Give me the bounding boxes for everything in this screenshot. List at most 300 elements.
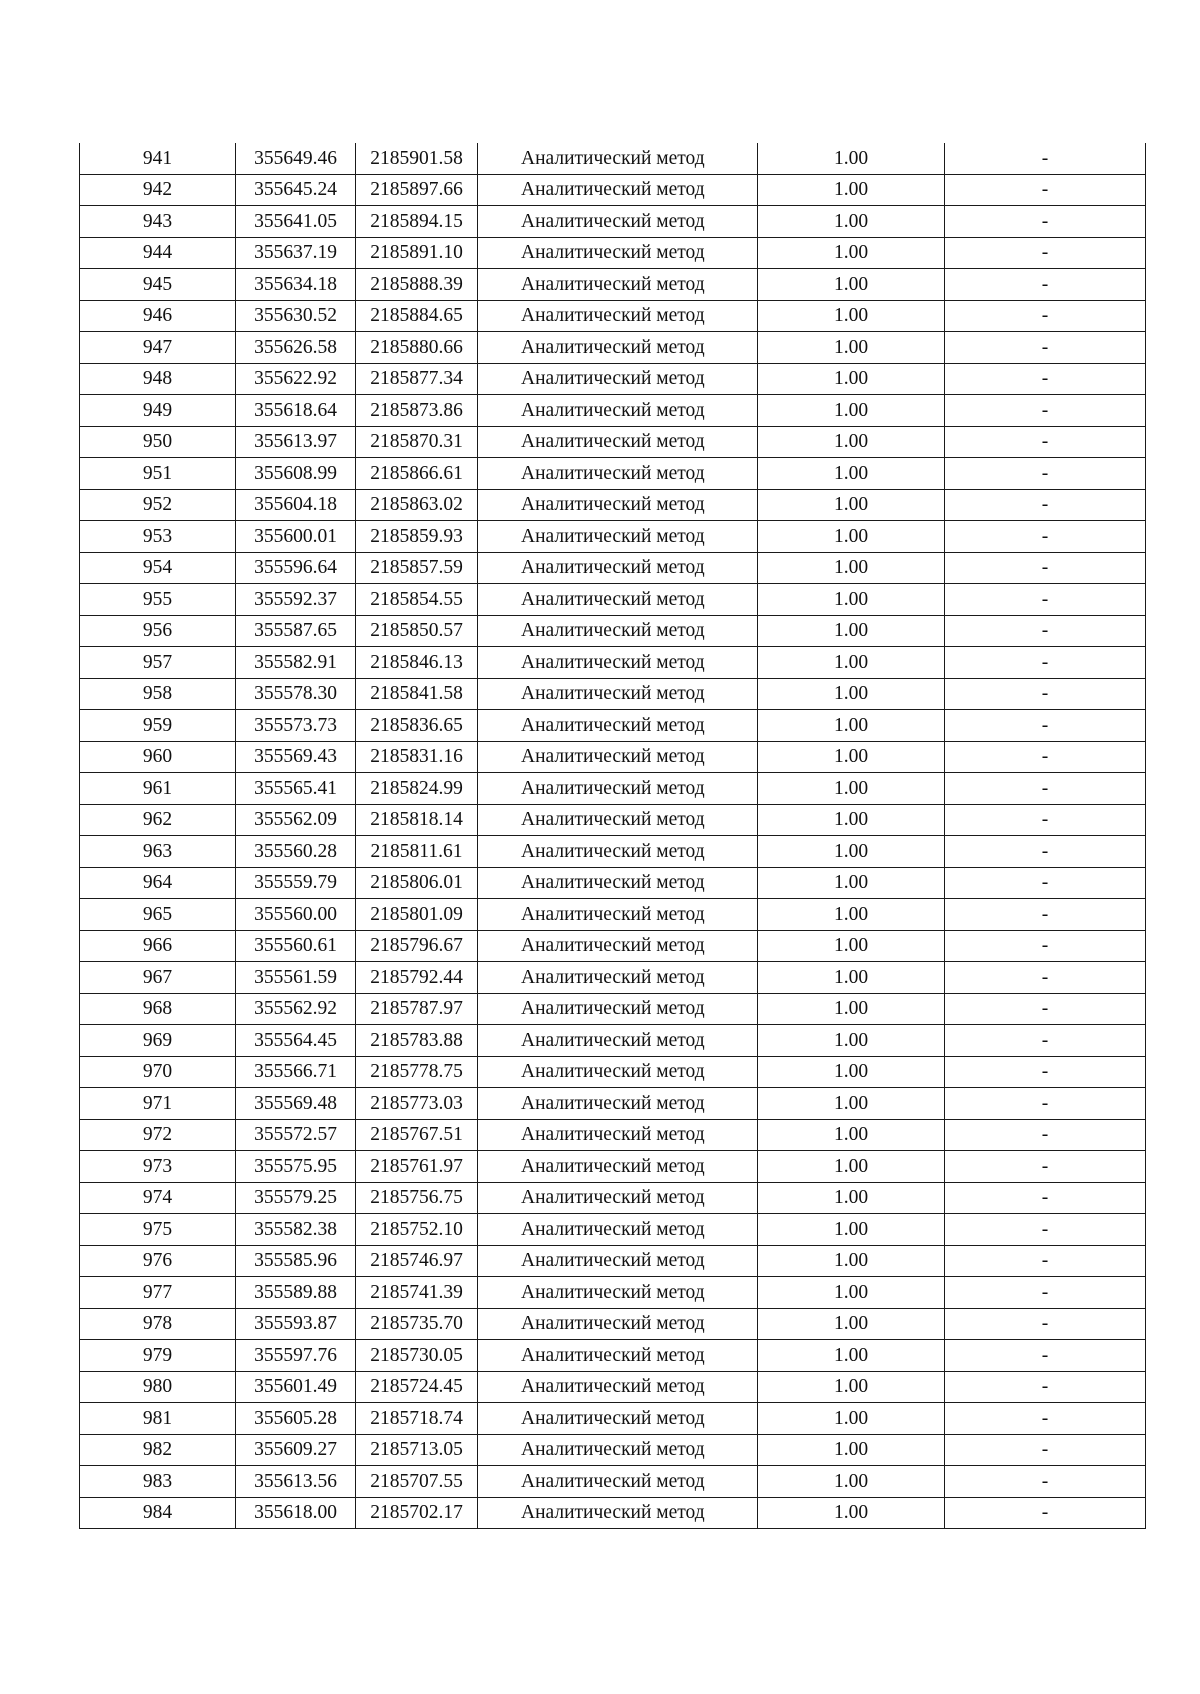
accuracy-cell: 1.00 — [758, 521, 945, 553]
note-cell: - — [945, 584, 1146, 616]
note-cell: - — [945, 1466, 1146, 1498]
note-cell: - — [945, 237, 1146, 269]
method-cell: Аналитический метод — [478, 1308, 758, 1340]
y-coordinate-cell: 2185857.59 — [356, 552, 478, 584]
method-cell: Аналитический метод — [478, 1088, 758, 1120]
note-cell: - — [945, 962, 1146, 994]
note-cell: - — [945, 489, 1146, 521]
x-coordinate-cell: 355566.71 — [236, 1056, 356, 1088]
accuracy-cell: 1.00 — [758, 489, 945, 521]
method-cell: Аналитический метод — [478, 615, 758, 647]
method-cell: Аналитический метод — [478, 930, 758, 962]
method-cell: Аналитический метод — [478, 1403, 758, 1435]
accuracy-cell: 1.00 — [758, 930, 945, 962]
point-number-cell: 953 — [80, 521, 236, 553]
point-number-cell: 976 — [80, 1245, 236, 1277]
method-cell: Аналитический метод — [478, 552, 758, 584]
x-coordinate-cell: 355560.61 — [236, 930, 356, 962]
x-coordinate-cell: 355559.79 — [236, 867, 356, 899]
table-row — [80, 237, 1146, 269]
y-coordinate-cell: 2185801.09 — [356, 899, 478, 931]
point-number-cell: 965 — [80, 899, 236, 931]
method-cell: Аналитический метод — [478, 1340, 758, 1372]
y-coordinate-cell: 2185841.58 — [356, 678, 478, 710]
x-coordinate-cell: 355604.18 — [236, 489, 356, 521]
method-cell: Аналитический метод — [478, 1214, 758, 1246]
y-coordinate-cell: 2185891.10 — [356, 237, 478, 269]
accuracy-cell: 1.00 — [758, 237, 945, 269]
note-cell: - — [945, 867, 1146, 899]
x-coordinate-cell: 355596.64 — [236, 552, 356, 584]
accuracy-cell: 1.00 — [758, 836, 945, 868]
point-number-cell: 962 — [80, 804, 236, 836]
accuracy-cell: 1.00 — [758, 804, 945, 836]
point-number-cell: 943 — [80, 206, 236, 238]
table-row — [80, 1056, 1146, 1088]
x-coordinate-cell: 355622.92 — [236, 363, 356, 395]
accuracy-cell: 1.00 — [758, 1245, 945, 1277]
note-cell: - — [945, 206, 1146, 238]
table-row — [80, 962, 1146, 994]
method-cell: Аналитический метод — [478, 1497, 758, 1529]
y-coordinate-cell: 2185836.65 — [356, 710, 478, 742]
note-cell: - — [945, 1214, 1146, 1246]
x-coordinate-cell: 355569.43 — [236, 741, 356, 773]
point-number-cell: 972 — [80, 1119, 236, 1151]
table-row — [80, 1403, 1146, 1435]
table-row — [80, 1088, 1146, 1120]
note-cell: - — [945, 1119, 1146, 1151]
table-row — [80, 867, 1146, 899]
method-cell: Аналитический метод — [478, 993, 758, 1025]
coordinates-table — [79, 143, 1146, 1529]
point-number-cell: 983 — [80, 1466, 236, 1498]
note-cell: - — [945, 269, 1146, 301]
y-coordinate-cell: 2185880.66 — [356, 332, 478, 364]
note-cell: - — [945, 1025, 1146, 1057]
x-coordinate-cell: 355608.99 — [236, 458, 356, 490]
x-coordinate-cell: 355600.01 — [236, 521, 356, 553]
point-number-cell: 978 — [80, 1308, 236, 1340]
note-cell: - — [945, 363, 1146, 395]
y-coordinate-cell: 2185730.05 — [356, 1340, 478, 1372]
point-number-cell: 958 — [80, 678, 236, 710]
point-number-cell: 974 — [80, 1182, 236, 1214]
x-coordinate-cell: 355578.30 — [236, 678, 356, 710]
accuracy-cell: 1.00 — [758, 300, 945, 332]
x-coordinate-cell: 355562.09 — [236, 804, 356, 836]
method-cell: Аналитический метод — [478, 237, 758, 269]
y-coordinate-cell: 2185724.45 — [356, 1371, 478, 1403]
note-cell: - — [945, 300, 1146, 332]
note-cell: - — [945, 647, 1146, 679]
y-coordinate-cell: 2185901.58 — [356, 143, 478, 174]
method-cell: Аналитический метод — [478, 1056, 758, 1088]
method-cell: Аналитический метод — [478, 300, 758, 332]
table-row — [80, 426, 1146, 458]
method-cell: Аналитический метод — [478, 867, 758, 899]
x-coordinate-cell: 355560.00 — [236, 899, 356, 931]
accuracy-cell: 1.00 — [758, 174, 945, 206]
note-cell: - — [945, 458, 1146, 490]
point-number-cell: 975 — [80, 1214, 236, 1246]
point-number-cell: 968 — [80, 993, 236, 1025]
accuracy-cell: 1.00 — [758, 206, 945, 238]
x-coordinate-cell: 355579.25 — [236, 1182, 356, 1214]
table-row — [80, 993, 1146, 1025]
method-cell: Аналитический метод — [478, 143, 758, 174]
accuracy-cell: 1.00 — [758, 773, 945, 805]
table-row — [80, 1025, 1146, 1057]
table-row — [80, 678, 1146, 710]
y-coordinate-cell: 2185702.17 — [356, 1497, 478, 1529]
x-coordinate-cell: 355645.24 — [236, 174, 356, 206]
point-number-cell: 979 — [80, 1340, 236, 1372]
note-cell: - — [945, 426, 1146, 458]
accuracy-cell: 1.00 — [758, 1466, 945, 1498]
x-coordinate-cell: 355565.41 — [236, 773, 356, 805]
table-row — [80, 1466, 1146, 1498]
table-row — [80, 930, 1146, 962]
y-coordinate-cell: 2185806.01 — [356, 867, 478, 899]
method-cell: Аналитический метод — [478, 1151, 758, 1183]
method-cell: Аналитический метод — [478, 206, 758, 238]
x-coordinate-cell: 355593.87 — [236, 1308, 356, 1340]
point-number-cell: 948 — [80, 363, 236, 395]
table-row — [80, 899, 1146, 931]
point-number-cell: 982 — [80, 1434, 236, 1466]
point-number-cell: 942 — [80, 174, 236, 206]
table-row — [80, 1119, 1146, 1151]
point-number-cell: 961 — [80, 773, 236, 805]
x-coordinate-cell: 355618.00 — [236, 1497, 356, 1529]
accuracy-cell: 1.00 — [758, 615, 945, 647]
point-number-cell: 950 — [80, 426, 236, 458]
accuracy-cell: 1.00 — [758, 269, 945, 301]
note-cell: - — [945, 1088, 1146, 1120]
table-row — [80, 1182, 1146, 1214]
method-cell: Аналитический метод — [478, 1434, 758, 1466]
y-coordinate-cell: 2185787.97 — [356, 993, 478, 1025]
method-cell: Аналитический метод — [478, 426, 758, 458]
note-cell: - — [945, 1403, 1146, 1435]
accuracy-cell: 1.00 — [758, 1497, 945, 1529]
note-cell: - — [945, 1182, 1146, 1214]
y-coordinate-cell: 2185850.57 — [356, 615, 478, 647]
accuracy-cell: 1.00 — [758, 552, 945, 584]
x-coordinate-cell: 355634.18 — [236, 269, 356, 301]
table-row — [80, 489, 1146, 521]
table-row — [80, 584, 1146, 616]
table-row — [80, 804, 1146, 836]
accuracy-cell: 1.00 — [758, 1340, 945, 1372]
method-cell: Аналитический метод — [478, 269, 758, 301]
accuracy-cell: 1.00 — [758, 363, 945, 395]
y-coordinate-cell: 2185818.14 — [356, 804, 478, 836]
accuracy-cell: 1.00 — [758, 710, 945, 742]
y-coordinate-cell: 2185846.13 — [356, 647, 478, 679]
point-number-cell: 957 — [80, 647, 236, 679]
table-row — [80, 710, 1146, 742]
x-coordinate-cell: 355569.48 — [236, 1088, 356, 1120]
point-number-cell: 964 — [80, 867, 236, 899]
method-cell: Аналитический метод — [478, 836, 758, 868]
table-row — [80, 458, 1146, 490]
method-cell: Аналитический метод — [478, 363, 758, 395]
table-row — [80, 552, 1146, 584]
method-cell: Аналитический метод — [478, 678, 758, 710]
point-number-cell: 963 — [80, 836, 236, 868]
accuracy-cell: 1.00 — [758, 1182, 945, 1214]
x-coordinate-cell: 355561.59 — [236, 962, 356, 994]
point-number-cell: 959 — [80, 710, 236, 742]
method-cell: Аналитический метод — [478, 1182, 758, 1214]
note-cell: - — [945, 1308, 1146, 1340]
table-row — [80, 836, 1146, 868]
note-cell: - — [945, 552, 1146, 584]
accuracy-cell: 1.00 — [758, 678, 945, 710]
accuracy-cell: 1.00 — [758, 993, 945, 1025]
point-number-cell: 967 — [80, 962, 236, 994]
x-coordinate-cell: 355592.37 — [236, 584, 356, 616]
point-number-cell: 973 — [80, 1151, 236, 1183]
table-row — [80, 1340, 1146, 1372]
accuracy-cell: 1.00 — [758, 1371, 945, 1403]
x-coordinate-cell: 355626.58 — [236, 332, 356, 364]
accuracy-cell: 1.00 — [758, 395, 945, 427]
point-number-cell: 960 — [80, 741, 236, 773]
method-cell: Аналитический метод — [478, 962, 758, 994]
accuracy-cell: 1.00 — [758, 143, 945, 174]
accuracy-cell: 1.00 — [758, 741, 945, 773]
x-coordinate-cell: 355582.91 — [236, 647, 356, 679]
y-coordinate-cell: 2185796.67 — [356, 930, 478, 962]
table-row — [80, 143, 1146, 174]
x-coordinate-cell: 355572.57 — [236, 1119, 356, 1151]
x-coordinate-cell: 355564.45 — [236, 1025, 356, 1057]
point-number-cell: 971 — [80, 1088, 236, 1120]
table-row — [80, 773, 1146, 805]
point-number-cell: 945 — [80, 269, 236, 301]
accuracy-cell: 1.00 — [758, 1151, 945, 1183]
note-cell: - — [945, 993, 1146, 1025]
accuracy-cell: 1.00 — [758, 1308, 945, 1340]
y-coordinate-cell: 2185792.44 — [356, 962, 478, 994]
y-coordinate-cell: 2185854.55 — [356, 584, 478, 616]
accuracy-cell: 1.00 — [758, 1056, 945, 1088]
y-coordinate-cell: 2185735.70 — [356, 1308, 478, 1340]
y-coordinate-cell: 2185884.65 — [356, 300, 478, 332]
y-coordinate-cell: 2185888.39 — [356, 269, 478, 301]
x-coordinate-cell: 355601.49 — [236, 1371, 356, 1403]
accuracy-cell: 1.00 — [758, 1119, 945, 1151]
x-coordinate-cell: 355585.96 — [236, 1245, 356, 1277]
method-cell: Аналитический метод — [478, 773, 758, 805]
point-number-cell: 981 — [80, 1403, 236, 1435]
x-coordinate-cell: 355597.76 — [236, 1340, 356, 1372]
point-number-cell: 947 — [80, 332, 236, 364]
y-coordinate-cell: 2185707.55 — [356, 1466, 478, 1498]
method-cell: Аналитический метод — [478, 1025, 758, 1057]
point-number-cell: 954 — [80, 552, 236, 584]
y-coordinate-cell: 2185746.97 — [356, 1245, 478, 1277]
note-cell: - — [945, 678, 1146, 710]
y-coordinate-cell: 2185767.51 — [356, 1119, 478, 1151]
table-row — [80, 332, 1146, 364]
method-cell: Аналитический метод — [478, 1277, 758, 1309]
x-coordinate-cell: 355641.05 — [236, 206, 356, 238]
method-cell: Аналитический метод — [478, 1371, 758, 1403]
method-cell: Аналитический метод — [478, 584, 758, 616]
accuracy-cell: 1.00 — [758, 1403, 945, 1435]
y-coordinate-cell: 2185778.75 — [356, 1056, 478, 1088]
accuracy-cell: 1.00 — [758, 1434, 945, 1466]
x-coordinate-cell: 355630.52 — [236, 300, 356, 332]
note-cell: - — [945, 1497, 1146, 1529]
accuracy-cell: 1.00 — [758, 1025, 945, 1057]
note-cell: - — [945, 1151, 1146, 1183]
x-coordinate-cell: 355613.56 — [236, 1466, 356, 1498]
note-cell: - — [945, 773, 1146, 805]
note-cell: - — [945, 899, 1146, 931]
point-number-cell: 966 — [80, 930, 236, 962]
y-coordinate-cell: 2185897.66 — [356, 174, 478, 206]
y-coordinate-cell: 2185713.05 — [356, 1434, 478, 1466]
x-coordinate-cell: 355637.19 — [236, 237, 356, 269]
table-row — [80, 269, 1146, 301]
accuracy-cell: 1.00 — [758, 1214, 945, 1246]
point-number-cell: 941 — [80, 143, 236, 174]
accuracy-cell: 1.00 — [758, 426, 945, 458]
note-cell: - — [945, 1371, 1146, 1403]
accuracy-cell: 1.00 — [758, 867, 945, 899]
point-number-cell: 955 — [80, 584, 236, 616]
method-cell: Аналитический метод — [478, 174, 758, 206]
table-row — [80, 1434, 1146, 1466]
y-coordinate-cell: 2185718.74 — [356, 1403, 478, 1435]
y-coordinate-cell: 2185873.86 — [356, 395, 478, 427]
note-cell: - — [945, 1277, 1146, 1309]
accuracy-cell: 1.00 — [758, 458, 945, 490]
note-cell: - — [945, 332, 1146, 364]
y-coordinate-cell: 2185866.61 — [356, 458, 478, 490]
point-number-cell: 946 — [80, 300, 236, 332]
method-cell: Аналитический метод — [478, 1466, 758, 1498]
y-coordinate-cell: 2185824.99 — [356, 773, 478, 805]
accuracy-cell: 1.00 — [758, 584, 945, 616]
accuracy-cell: 1.00 — [758, 1088, 945, 1120]
table-row — [80, 647, 1146, 679]
y-coordinate-cell: 2185859.93 — [356, 521, 478, 553]
note-cell: - — [945, 930, 1146, 962]
table-row — [80, 300, 1146, 332]
note-cell: - — [945, 1340, 1146, 1372]
table-row — [80, 1308, 1146, 1340]
point-number-cell: 977 — [80, 1277, 236, 1309]
table-row — [80, 1497, 1146, 1529]
table-row — [80, 174, 1146, 206]
point-number-cell: 951 — [80, 458, 236, 490]
method-cell: Аналитический метод — [478, 741, 758, 773]
y-coordinate-cell: 2185894.15 — [356, 206, 478, 238]
y-coordinate-cell: 2185741.39 — [356, 1277, 478, 1309]
y-coordinate-cell: 2185811.61 — [356, 836, 478, 868]
note-cell: - — [945, 521, 1146, 553]
y-coordinate-cell: 2185877.34 — [356, 363, 478, 395]
point-number-cell: 952 — [80, 489, 236, 521]
point-number-cell: 949 — [80, 395, 236, 427]
method-cell: Аналитический метод — [478, 899, 758, 931]
table-row — [80, 1214, 1146, 1246]
x-coordinate-cell: 355562.92 — [236, 993, 356, 1025]
note-cell: - — [945, 395, 1146, 427]
method-cell: Аналитический метод — [478, 1245, 758, 1277]
x-coordinate-cell: 355605.28 — [236, 1403, 356, 1435]
y-coordinate-cell: 2185831.16 — [356, 741, 478, 773]
point-number-cell: 970 — [80, 1056, 236, 1088]
table-row — [80, 363, 1146, 395]
method-cell: Аналитический метод — [478, 710, 758, 742]
method-cell: Аналитический метод — [478, 804, 758, 836]
accuracy-cell: 1.00 — [758, 962, 945, 994]
table-row — [80, 1277, 1146, 1309]
table-row — [80, 1245, 1146, 1277]
method-cell: Аналитический метод — [478, 489, 758, 521]
table-row — [80, 741, 1146, 773]
table-row — [80, 1371, 1146, 1403]
accuracy-cell: 1.00 — [758, 1277, 945, 1309]
x-coordinate-cell: 355587.65 — [236, 615, 356, 647]
point-number-cell: 984 — [80, 1497, 236, 1529]
note-cell: - — [945, 1056, 1146, 1088]
method-cell: Аналитический метод — [478, 395, 758, 427]
y-coordinate-cell: 2185752.10 — [356, 1214, 478, 1246]
accuracy-cell: 1.00 — [758, 647, 945, 679]
coordinates-table-body — [80, 143, 1146, 1529]
x-coordinate-cell: 355575.95 — [236, 1151, 356, 1183]
point-number-cell: 956 — [80, 615, 236, 647]
y-coordinate-cell: 2185756.75 — [356, 1182, 478, 1214]
note-cell: - — [945, 1245, 1146, 1277]
point-number-cell: 980 — [80, 1371, 236, 1403]
note-cell: - — [945, 741, 1146, 773]
note-cell: - — [945, 836, 1146, 868]
note-cell: - — [945, 710, 1146, 742]
note-cell: - — [945, 615, 1146, 647]
x-coordinate-cell: 355618.64 — [236, 395, 356, 427]
y-coordinate-cell: 2185863.02 — [356, 489, 478, 521]
x-coordinate-cell: 355613.97 — [236, 426, 356, 458]
note-cell: - — [945, 174, 1146, 206]
x-coordinate-cell: 355573.73 — [236, 710, 356, 742]
table-row — [80, 615, 1146, 647]
y-coordinate-cell: 2185773.03 — [356, 1088, 478, 1120]
method-cell: Аналитический метод — [478, 332, 758, 364]
table-row — [80, 395, 1146, 427]
note-cell: - — [945, 1434, 1146, 1466]
note-cell: - — [945, 143, 1146, 174]
method-cell: Аналитический метод — [478, 1119, 758, 1151]
x-coordinate-cell: 355609.27 — [236, 1434, 356, 1466]
y-coordinate-cell: 2185761.97 — [356, 1151, 478, 1183]
x-coordinate-cell: 355582.38 — [236, 1214, 356, 1246]
x-coordinate-cell: 355560.28 — [236, 836, 356, 868]
table-row — [80, 206, 1146, 238]
y-coordinate-cell: 2185870.31 — [356, 426, 478, 458]
y-coordinate-cell: 2185783.88 — [356, 1025, 478, 1057]
accuracy-cell: 1.00 — [758, 332, 945, 364]
method-cell: Аналитический метод — [478, 521, 758, 553]
